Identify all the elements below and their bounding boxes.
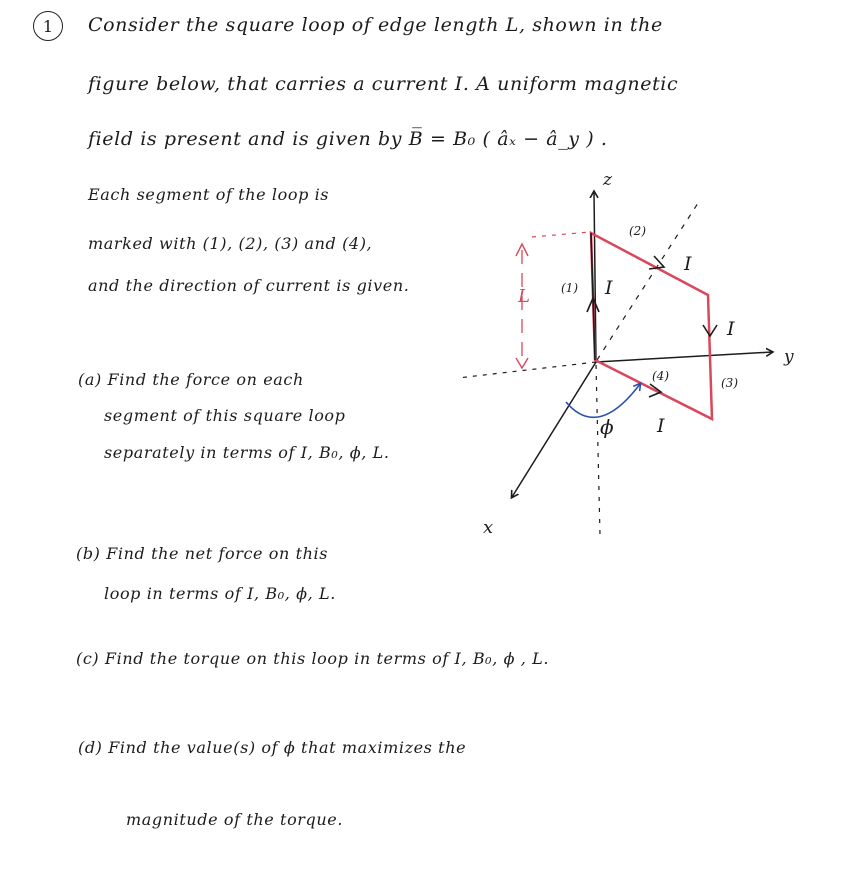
part-a-line-3: separately in terms of I, B₀, ϕ, L. [104, 443, 390, 462]
z-axis-negative [596, 365, 600, 535]
top-dashed-line [532, 232, 590, 237]
part-d-line-1: (d) Find the value(s) of ϕ that maximizes the [78, 738, 467, 757]
part-d-line-2: magnitude of the torque. [126, 810, 344, 829]
y-axis-label: y [784, 347, 794, 367]
square-loop [591, 233, 712, 419]
x-axis-label: x [483, 517, 494, 538]
length-arrow-bottom [516, 358, 528, 368]
z-axis-label: z [603, 170, 612, 190]
segment-1-label: (1) [561, 281, 578, 295]
part-b-line-2: loop in terms of I, B₀, ϕ, L. [104, 584, 336, 603]
intro-line-1: Consider the square loop of edge length L, shown in the [88, 14, 663, 36]
intro-line-3: field is present and is given by B̅ = B₀ ( âₓ − â_y ) . [88, 128, 608, 150]
intro-line-2: figure below, that carries a current I. A uniform magnetic [88, 73, 679, 95]
phi-angle-arc [566, 384, 640, 417]
segment-note-line-1: Each segment of the loop is [88, 185, 330, 204]
part-a-line-2: segment of this square loop [104, 406, 346, 425]
part-c: (c) Find the torque on this loop in terms of I, B₀, ϕ , L. [76, 649, 550, 668]
y-axis [596, 352, 772, 362]
problem-number-text: 1 [42, 16, 54, 36]
current-label-4: I [657, 415, 665, 437]
y-axis-negative [458, 362, 596, 378]
segment-4-label: (4) [652, 369, 669, 383]
x-axis [512, 362, 596, 497]
length-label: L [518, 286, 530, 307]
segment-2-label: (2) [629, 224, 646, 238]
current-label-2: I [684, 253, 692, 275]
phi-label: ϕ [600, 415, 614, 439]
current-label-3: I [727, 318, 735, 340]
segment-note-line-2: marked with (1), (2), (3) and (4), [88, 234, 373, 253]
segment-note-line-3: and the direction of current is given. [88, 276, 410, 295]
part-b-line-1: (b) Find the net force on this [76, 544, 329, 563]
current-label-1: I [605, 277, 613, 299]
segment-3-label: (3) [721, 376, 738, 390]
part-a-line-1: (a) Find the force on each [78, 370, 304, 389]
